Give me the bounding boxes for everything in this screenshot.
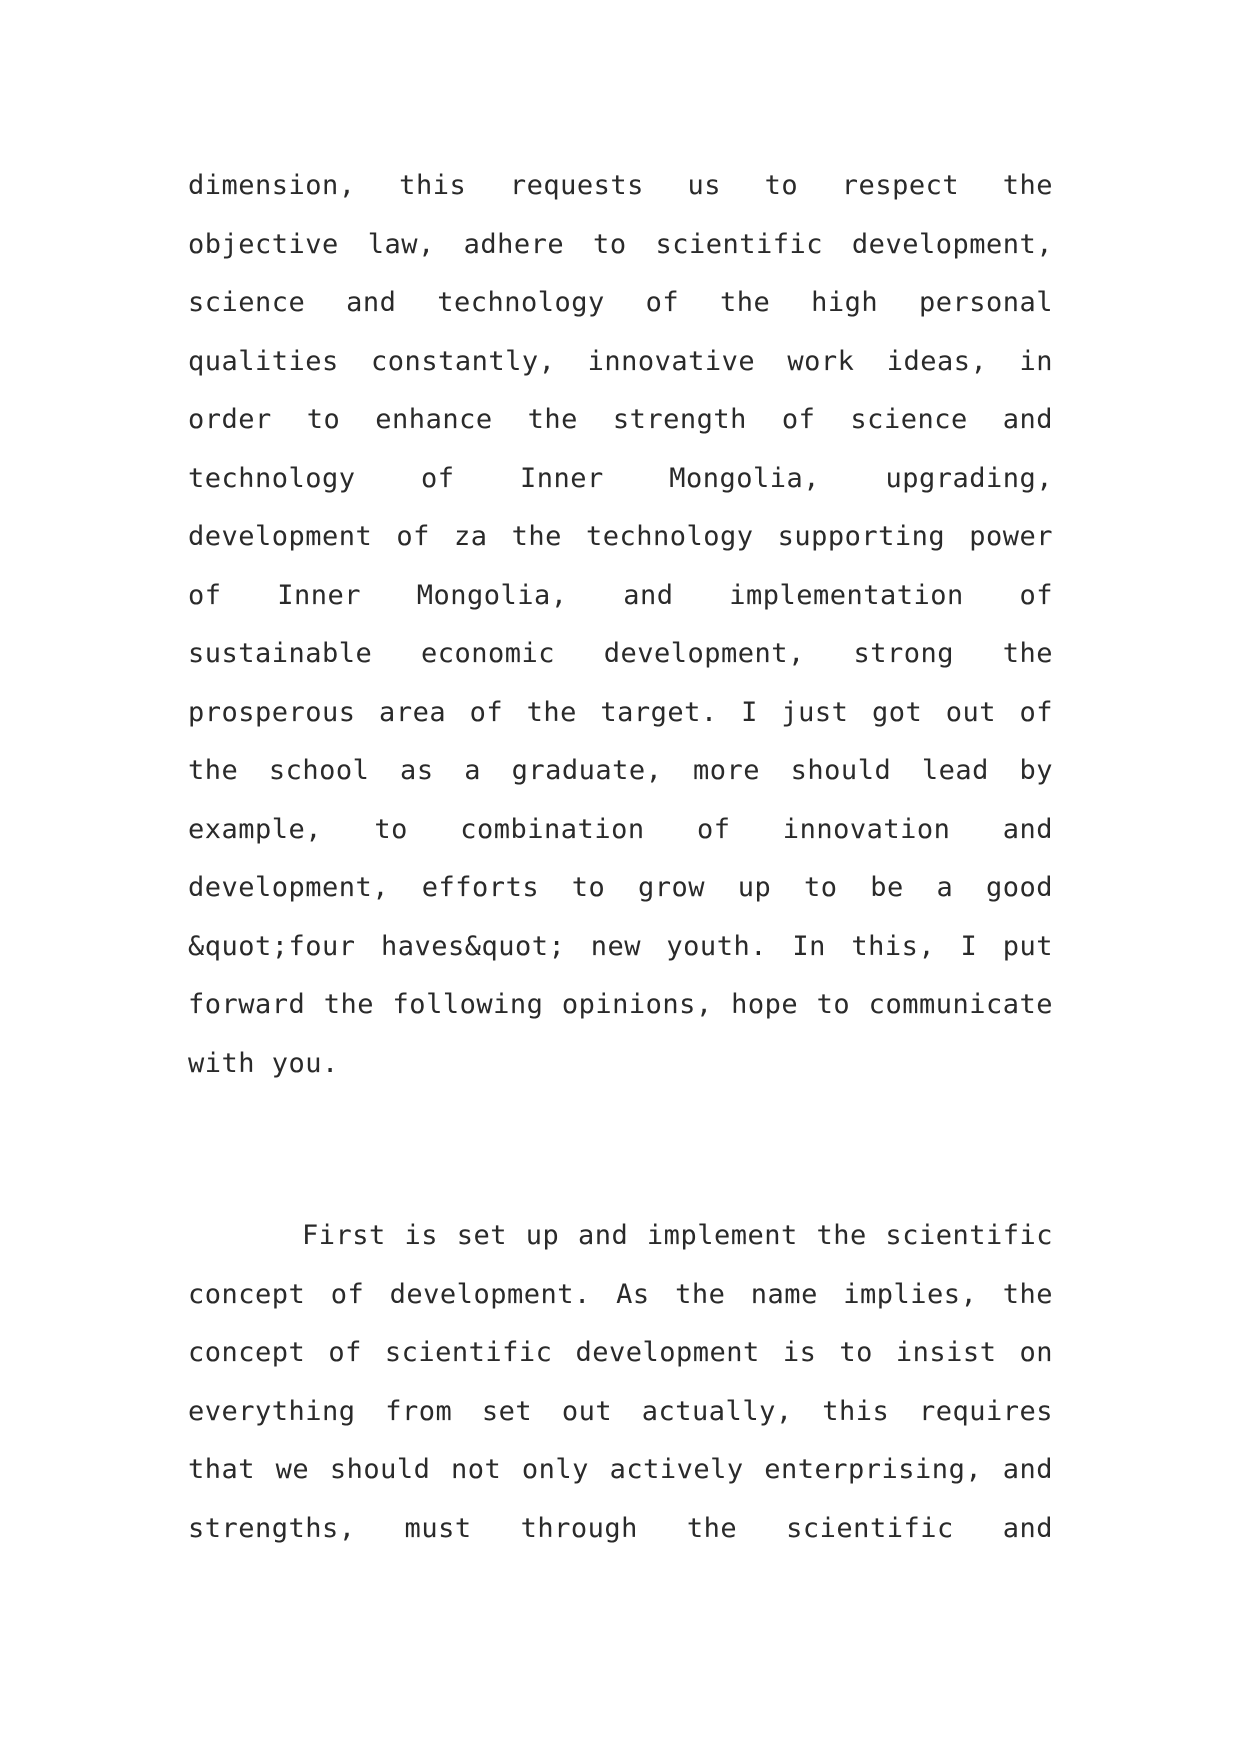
text-line: everything from set out actually, this requires [188,1395,1053,1427]
text-line: order to enhance the strength of science and [188,404,1053,435]
text-line: objective law, adhere to scientific development, [188,228,1053,260]
text-line: sustainable economic development, strong the [188,638,1053,669]
text-line: concept of scientific development is to insist on [188,1337,1053,1368]
text-line: development, efforts to grow up to be a good [188,872,1053,903]
text-line: the school as a graduate, more should lead by [188,755,1053,786]
text-line: technology of Inner Mongolia, upgrading, [188,462,1053,494]
text-line: example, to combination of innovation and [188,813,1053,845]
text-line: that we should not only actively enterprising, and [188,1454,1053,1485]
text-line: &quot;four haves&quot; new youth. In this, I put [188,930,1053,962]
text-line: with you. [188,1047,339,1079]
paragraph-2 [188,1207,1053,1558]
text-line: concept of development. As the name implies, the [188,1278,1053,1310]
text-line: qualities constantly, innovative work ideas, in [188,345,1053,377]
text-line: dimension, this requests us to respect the [188,170,1053,201]
text-line: science and technology of the high personal [188,287,1053,318]
paragraph-1 [188,157,1053,1093]
text-line: First is set up and implement the scientific [302,1220,1053,1251]
text-line: strengths, must through the scientific and [188,1512,1053,1544]
text-line: of Inner Mongolia, and implementation of [188,579,1053,611]
text-line: prosperous area of the target. I just got out of [188,696,1053,728]
text-line: development of za the technology supporting power [188,521,1053,552]
text-line: forward the following opinions, hope to communicate [188,989,1053,1020]
